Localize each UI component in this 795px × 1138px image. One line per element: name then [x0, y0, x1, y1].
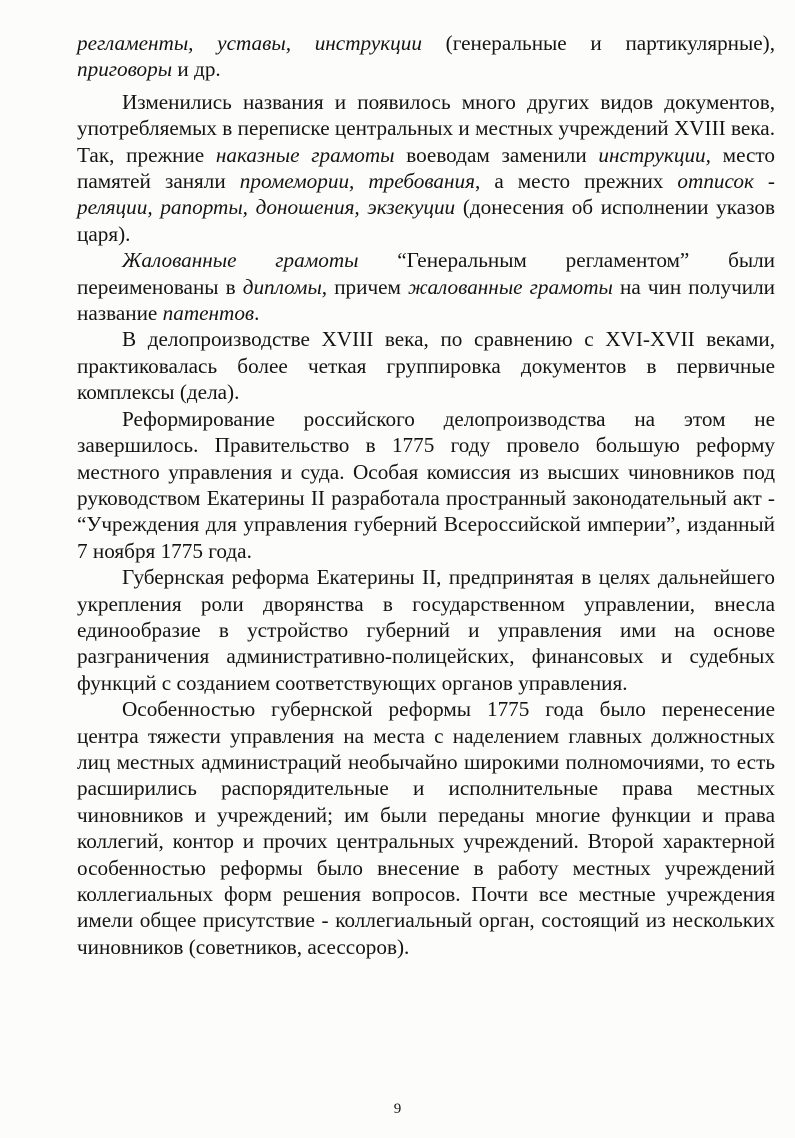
italic-term: патентов: [162, 301, 255, 326]
italic-term: приговоры: [77, 57, 173, 82]
text-run: Изменились названия и появилось много других видов документов, употребляемых в переписке центральных и местных учреждений XVIII века. Так, прежние: [77, 89, 775, 167]
italic-term: регламенты, уставы, инструкции: [77, 31, 422, 55]
text-run: на чин получили название: [77, 274, 775, 326]
text-run: Губернская реформа Екатерины II, предпринятая в целях дальнейшего укрепления роли дворянства в государственном управлении, внесла единообразие в устройство губерний и управления ими на основе разграничения административно-полицейских, финансовых и судебных функций с созданием соответствующих органов управления.: [77, 565, 775, 695]
text-run: воеводам заменили: [394, 142, 599, 167]
paragraph: [77, 564, 775, 696]
italic-term: инструкции,: [598, 142, 711, 167]
text-run: Реформирование российского делопроизводства на этом не завершилось. Правительство в 1775 году провело большую реформу местного управления и суда. Особая комиссия из высших чиновников под руководством Екатерины II разработала пространный законодательный акт - “Учреждения для управления губерний Всероссийской империи”, изданный 7 ноября 1775 года.: [77, 406, 775, 563]
text-run: причем: [327, 274, 409, 299]
italic-term: промемории, требования: [239, 169, 475, 194]
italic-term: дипломы,: [242, 274, 328, 299]
page-number: 9: [393, 1101, 402, 1117]
text-run: Особенностью губернской реформы 1775 года было перенесение центра тяжести управления на места с наделением главных должностных лиц местных администраций необычайно широкими полномочиями, то есть расширились распорядительные и исполнительные права местных чиновников и учреждений; им были переданы многие функции и права коллегий, контор и прочих центральных учреждений. Второй характерной особенностью реформы было внесение в работу местных учреждений коллегиальных форм решения вопросов. Почти все местные учреждения имели общее присутствие - коллегиальный орган, состоящий из нескольких чиновников (советников, асессоров).: [77, 697, 775, 959]
text-run: (генеральные и партикулярные),: [421, 31, 776, 55]
italic-term: отписок - реляции, рапорты, доношения, экзекуции: [77, 169, 775, 220]
paragraph: [77, 696, 775, 960]
paragraph: [77, 406, 775, 564]
text-run: и др.: [172, 57, 221, 82]
paragraph: [77, 89, 775, 247]
italic-term: наказные грамоты: [215, 142, 395, 167]
text-run: “Генеральным регламентом” были переименованы в: [77, 248, 776, 299]
paragraph: [77, 30, 775, 83]
text-body: [77, 30, 775, 960]
text-run: место памятей заняли: [77, 142, 775, 194]
italic-term: Жалованные грамоты: [122, 248, 359, 273]
text-run: .: [254, 301, 260, 326]
paragraph: [77, 326, 775, 405]
text-run: В делопроизводстве XVIII века, по сравнению с XVI-XVII веками, практиковалась более четкая группировка документов в первичные комплексы (дела).: [77, 327, 775, 405]
text-run: (донесения об исполнении указов царя).: [77, 195, 775, 246]
paragraph: [77, 247, 775, 326]
text-run: , а место прежних: [474, 169, 678, 194]
italic-term: жалованные грамоты: [408, 274, 613, 299]
